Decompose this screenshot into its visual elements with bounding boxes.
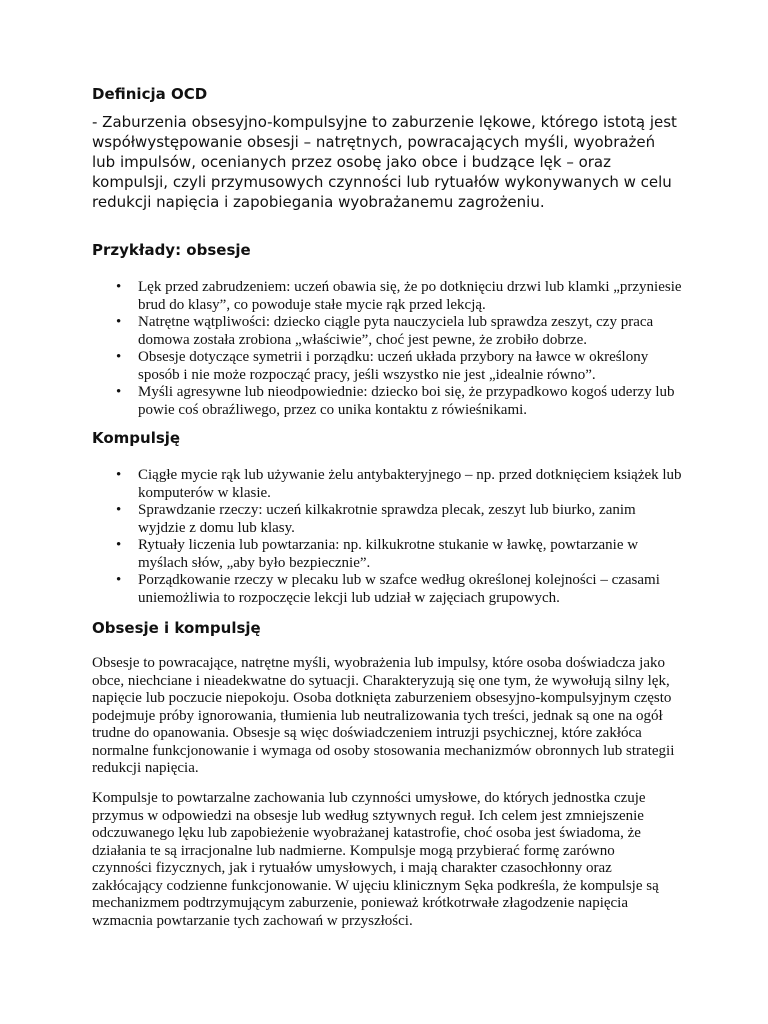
list-item-text: Lęk przed zabrudzeniem: uczeń obawia się, że po dotknięciu drzwi lub klamki „przyniesie brud do klasy”, co powoduje stałe mycie rąk przed lekcją.: [138, 279, 682, 313]
obsessions-examples-list: [92, 279, 682, 419]
list-item-text: Natrętne wątpliwości: dziecko ciągle pyta nauczyciela lub sprawdza zeszyt, czy praca domowa została zrobiona „właściwie”, choć jest pewne, że zrobiło dobrze.: [138, 314, 654, 348]
bullet-icon: •: [116, 279, 122, 295]
compulsions-paragraph: Kompulsje to powtarzalne zachowania lub czynności umysłowe, do których jednostka czuje przymus w odpowiedzi na obsesje lub według sztywnych reguł. Ich celem jest zmniejszenie odczuwanego lęku lub zapobieżenie wyobrażanej katastrofie, choć osoba jest świadoma, że działania te są irracjonalne lub nadmierne. Kompulsje mogą przybierać formę zarówno czynności fizycznych, jak i rytuałów umysłowych, i mają charakter czasochłonny oraz zakłócający codzienne funkcjonowanie. W ujęciu klinicznym Sęka podkreśla, że kompulsje są mechanizmem podtrzymującym zaburzenie, ponieważ krótkotrwałe złagodzenie napięcia wzmacnia powtarzanie tych zachowań w przyszłości.: [92, 790, 659, 929]
compulsions-examples-list: [92, 467, 682, 607]
bullet-icon: •: [116, 314, 122, 330]
list-item-text: Ciągłe mycie rąk lub używanie żelu antybakteryjnego – np. przed dotknięciem książek lub komputerów w klasie.: [138, 467, 682, 501]
list-item: [92, 467, 682, 502]
bullet-icon: •: [116, 537, 122, 553]
bullet-icon: •: [116, 384, 122, 400]
list-item: [92, 572, 682, 607]
obsessions-examples-heading: Przykłady: obsesje: [92, 241, 251, 259]
compulsions-examples-heading: Kompulsję: [92, 429, 181, 447]
list-item-text: Porządkowanie rzeczy w plecaku lub w szafce według określonej kolejności – czasami uniemożliwia to rozpoczęcie lekcji lub udział w zajęciach grupowych.: [138, 572, 660, 606]
list-item-text: Rytuały liczenia lub powtarzania: np. kilkukrotne stukanie w ławkę, powtarzanie w myślach słów, „aby było bezpiecznie”.: [138, 537, 639, 571]
obsessions-paragraph: Obsesje to powracające, natrętne myśli, wyobrażenia lub impulsy, które osoba doświadcza jako obce, niechciane i nieadekwatne do sytuacji. Charakteryzują się one tym, że wywołują silny lęk, napięcie lub poczucie niepokoju. Osoba dotknięta zaburzeniem obsesyjno-kompulsyjnym często podejmuje próby ignorowania, tłumienia lub neutralizowania tych treści, jednak są one na ogół trudne do opanowania. Obsesje są więc doświadczeniem intruzji psychicznej, które zakłóca normalne funkcjonowanie i wymaga od osoby stosowania mechanizmów obronnych lub strategii redukcji napięcia.: [92, 655, 675, 776]
list-item: [92, 502, 682, 537]
bullet-icon: •: [116, 349, 122, 365]
list-item-text: Sprawdzanie rzeczy: uczeń kilkakrotnie sprawdza plecak, zeszyt lub biurko, zanim wyjdzie z domu lub klasy.: [138, 502, 636, 536]
list-item: [92, 537, 682, 572]
list-item-text: Myśli agresywne lub nieodpowiednie: dziecko boi się, że przypadkowo kogoś uderzy lub powie coś obraźliwego, przez co unika kontaktu z rówieśnikami.: [138, 384, 675, 418]
list-item: [92, 314, 682, 349]
obsessions-compulsions-heading: Obsesje i kompulsję: [92, 619, 261, 637]
list-item-text: Obsesje dotyczące symetrii i porządku: uczeń układa przybory na ławce w określony sposób i nie może rozpocząć pracy, jeśli wszystko nie jest „idealnie równo”.: [138, 349, 649, 383]
list-item: [92, 384, 682, 419]
bullet-icon: •: [116, 467, 122, 483]
definition-heading: Definicja OCD: [92, 85, 208, 103]
bullet-icon: •: [116, 502, 122, 518]
list-item: [92, 349, 682, 384]
bullet-icon: •: [116, 572, 122, 588]
definition-text: - Zaburzenia obsesyjno-kompulsyjne to zaburzenie lękowe, którego istotą jest współwystępowanie obsesji – natrętnych, powracających myśli, wyobrażeń lub impulsów, ocenianych przez osobę jako obce i budzące lęk – oraz kompulsji, czyli przymusowych czynności lub rytuałów wykonywanych w celu redukcji napięcia i zapobiegania wyobrażanemu zagrożeniu.: [92, 113, 677, 211]
list-item: [92, 279, 682, 314]
